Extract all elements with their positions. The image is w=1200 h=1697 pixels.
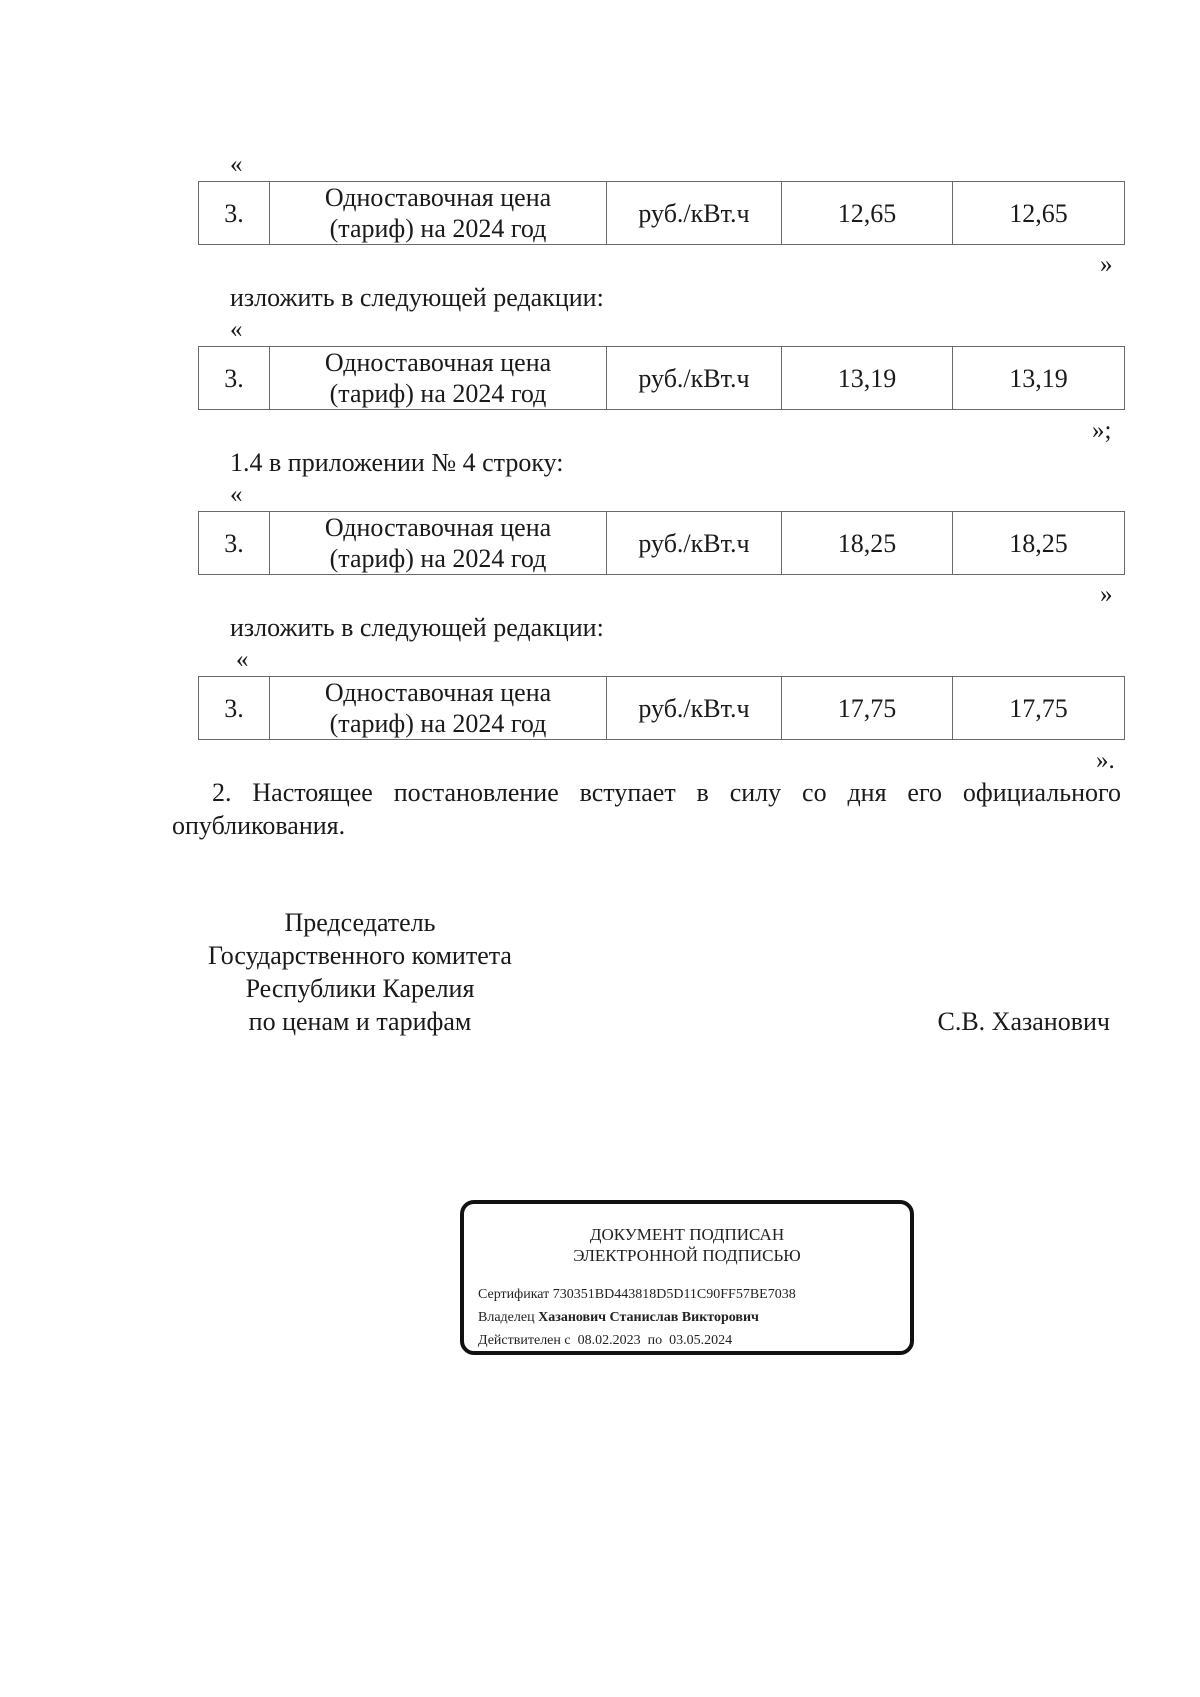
- row-name-line1: Одноставочная цена: [324, 348, 552, 377]
- stamp-title: [464, 1224, 910, 1266]
- close-quote: »: [1100, 581, 1113, 608]
- electronic-signature-stamp: [460, 1200, 914, 1355]
- row-name: [270, 347, 607, 410]
- row-value-2: 13,19: [953, 347, 1125, 410]
- stamp-validity: [478, 1332, 732, 1350]
- signer-name: С.В. Хазанович: [937, 1007, 1110, 1036]
- tariff-table-4: [198, 676, 1125, 740]
- signature-position: [180, 906, 540, 1038]
- row-value-1: 17,75: [782, 677, 953, 740]
- owner-value: Хазанович Станислав Викторович: [538, 1310, 759, 1325]
- row-unit: руб./кВт.ч: [607, 512, 782, 575]
- stamp-owner: [478, 1309, 759, 1327]
- row-unit: руб./кВт.ч: [607, 677, 782, 740]
- row-number: 3.: [199, 512, 270, 575]
- row-name-line1: Одноставочная цена: [324, 183, 552, 212]
- position-line-3: Республики Карелия: [245, 974, 475, 1003]
- tariff-table-1: [198, 181, 1125, 245]
- cert-value: 730351BD443818D5D11C90FF57BE7038: [552, 1287, 796, 1302]
- row-name-line2: (тариф) на 2024 год: [329, 709, 547, 738]
- table-row: [199, 512, 1125, 575]
- row-number: 3.: [199, 182, 270, 245]
- row-number: 3.: [199, 347, 270, 410]
- valid-to: 03.05.2024: [669, 1333, 733, 1348]
- row-name: [270, 677, 607, 740]
- table-row: [199, 677, 1125, 740]
- section-1-4: 1.4 в приложении № 4 строку:: [230, 448, 564, 477]
- open-quote: «: [236, 646, 249, 673]
- open-quote: «: [230, 151, 243, 178]
- tariff-table-2: [198, 346, 1125, 410]
- tariff-table-3: [198, 511, 1125, 575]
- open-quote: «: [230, 316, 243, 343]
- row-number: 3.: [199, 677, 270, 740]
- close-quote-period: ».: [1096, 747, 1115, 774]
- replace-text-2: изложить в следующей редакции:: [230, 613, 604, 642]
- close-quote-semicolon: »;: [1092, 417, 1112, 444]
- valid-to-label: по: [647, 1333, 663, 1348]
- row-name-line1: Одноставочная цена: [324, 678, 552, 707]
- open-quote: «: [230, 481, 243, 508]
- row-name: [270, 512, 607, 575]
- row-value-2: 18,25: [953, 512, 1125, 575]
- position-line-2: Государственного комитета: [208, 941, 512, 970]
- row-value-1: 18,25: [782, 512, 953, 575]
- stamp-certificate: [478, 1286, 796, 1304]
- row-value-2: 12,65: [953, 182, 1125, 245]
- replace-text-1: изложить в следующей редакции:: [230, 283, 604, 312]
- row-name: [270, 182, 607, 245]
- valid-from: 08.02.2023: [577, 1333, 641, 1348]
- position-line-4: по ценам и тарифам: [248, 1007, 472, 1036]
- row-name-line1: Одноставочная цена: [324, 513, 552, 542]
- stamp-title-line-2: ЭЛЕКТРОННОЙ ПОДПИСЬЮ: [573, 1246, 801, 1265]
- row-name-line2: (тариф) на 2024 год: [329, 379, 547, 408]
- row-value-1: 13,19: [782, 347, 953, 410]
- cert-label: Сертификат: [478, 1287, 550, 1302]
- row-unit: руб./кВт.ч: [607, 347, 782, 410]
- row-unit: руб./кВт.ч: [607, 182, 782, 245]
- table-row: [199, 182, 1125, 245]
- close-quote: »: [1100, 251, 1113, 278]
- owner-label: Владелец: [478, 1310, 535, 1325]
- row-value-1: 12,65: [782, 182, 953, 245]
- row-value-2: 17,75: [953, 677, 1125, 740]
- valid-label: Действителен с: [478, 1333, 571, 1348]
- position-line-1: Председатель: [284, 908, 436, 937]
- stamp-title-line-1: ДОКУМЕНТ ПОДПИСАН: [589, 1225, 785, 1244]
- table-row: [199, 347, 1125, 410]
- row-name-line2: (тариф) на 2024 год: [329, 214, 547, 243]
- paragraph-2: 2. Настоящее постановление вступает в силу со дня его официального опубликования.: [172, 778, 1121, 840]
- row-name-line2: (тариф) на 2024 год: [329, 544, 547, 573]
